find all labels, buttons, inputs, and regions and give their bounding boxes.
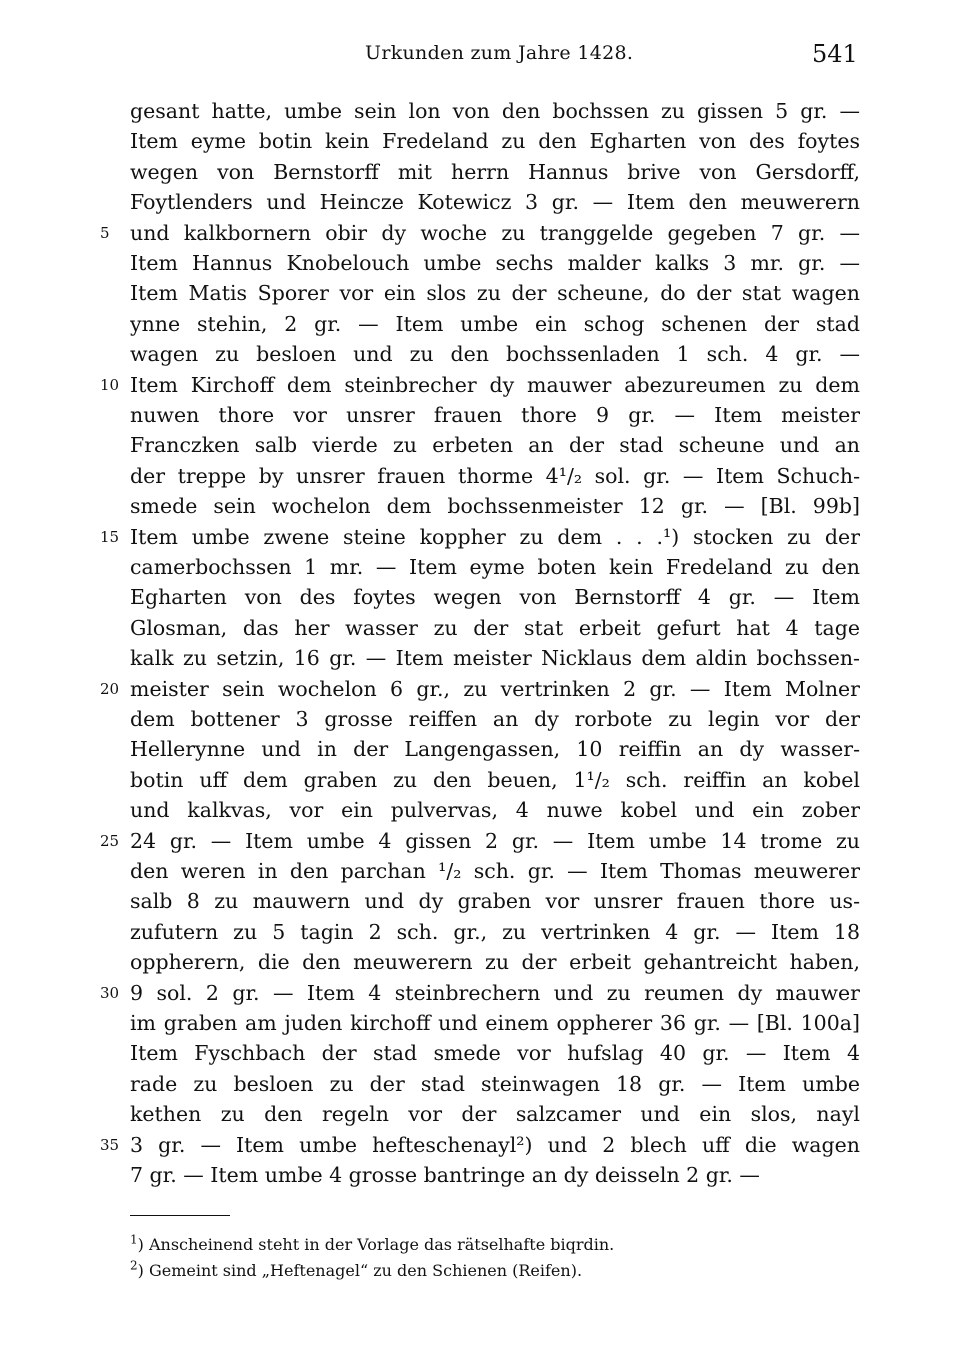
text-line: [0, 978, 960, 1008]
text-line: [0, 1130, 960, 1160]
line-text: kethen zu den regeln vor der salzcamer und ein slos, nayl: [130, 1102, 860, 1127]
line-number: 15: [100, 527, 120, 546]
line-text: der treppe by unsrer frauen thorme 4¹/₂ sol. gr. — Item Schuch-: [130, 463, 860, 488]
line-text: Glosman, das her wasser zu der stat erbeit gefurt hat 4 tage: [130, 615, 860, 640]
text-line: [0, 96, 960, 126]
text-line: [0, 400, 960, 430]
line-text: botin uff dem graben zu den beuen, 1¹/₂ sch. reiffin an kobel: [130, 767, 860, 792]
text-line: [0, 704, 960, 734]
line-number: 20: [100, 679, 120, 698]
text-line: [0, 126, 960, 156]
line-text: den weren in den parchan ¹/₂ sch. gr. — Item Thomas meuwerer: [130, 859, 860, 883]
footnote-divider: [130, 1215, 230, 1216]
text-line: [0, 1160, 960, 1190]
text-line: [0, 522, 960, 552]
text-line: [0, 582, 960, 612]
line-text: camerbochssen 1 mr. — Item eyme boten kein Fredeland zu den: [130, 555, 860, 579]
text-line: [0, 248, 960, 278]
line-number: 10: [100, 375, 120, 394]
text-line: [0, 765, 960, 795]
text-line: [0, 278, 960, 308]
text-line: [0, 947, 960, 977]
line-text: salb 8 zu mauwern und dy graben vor unsrer frauen thore us-: [130, 889, 860, 914]
line-number: 5: [100, 223, 110, 242]
line-text: smede sein wochelon dem bochssenmeister 12 gr. — [Bl. 99b]: [130, 494, 860, 519]
text-line: [0, 187, 960, 217]
line-text: Item Fyschbach der stad smede vor hufslag 40 gr. — Item 4: [130, 1041, 860, 1066]
text-line: [0, 1099, 960, 1129]
line-number: 30: [100, 983, 120, 1002]
line-text: Item Kirchoff dem steinbrecher dy mauwer abezureumen zu dem: [130, 372, 860, 397]
line-text: oppherern, die den meuwerern zu der erbeit gehantreicht haben,: [130, 950, 860, 975]
text-line: [0, 734, 960, 764]
footnote-mark: 2: [130, 1258, 138, 1273]
line-text: Item Matis Sporer vor ein slos zu der scheune, do der stat wagen: [130, 281, 860, 306]
line-text: im graben am juden kirchoff und einem oppherer 36 gr. — [Bl. 100a]: [130, 1011, 860, 1035]
line-text: Franczken salb vierde zu erbeten an der stad scheune und an: [130, 433, 860, 458]
text-line: [0, 886, 960, 916]
text-line: [0, 1008, 960, 1038]
text-line: [0, 491, 960, 521]
text-line: [0, 309, 960, 339]
line-text: meister sein wochelon 6 gr., zu vertrinken 2 gr. — Item Molner: [130, 676, 860, 701]
footnote-mark: 1: [130, 1232, 138, 1247]
text-line: [0, 370, 960, 400]
line-text: nuwen thore vor unsrer frauen thore 9 gr. — Item meister: [130, 403, 860, 427]
line-text: zufutern zu 5 tagin 2 sch. gr., zu vertrinken 4 gr. — Item 18: [130, 919, 860, 944]
footnote-text: ) Anscheinend steht in der Vorlage das rätselhafte biqrdin.: [137, 1235, 615, 1254]
line-text: ynne stehin, 2 gr. — Item umbe ein schog schenen der stad: [130, 311, 860, 336]
line-text: 24 gr. — Item umbe 4 gissen 2 gr. — Item umbe 14 trome zu: [130, 828, 860, 853]
text-line: [0, 917, 960, 947]
text-line: [0, 552, 960, 582]
text-line: [0, 795, 960, 825]
text-line: [0, 643, 960, 673]
page-number: 541: [812, 40, 858, 68]
line-text: rade zu besloen zu der stad steinwagen 18 gr. — Item umbe: [130, 1071, 860, 1096]
line-text: dem bottener 3 grosse reiffen an dy rorbote zu legin vor der: [130, 707, 860, 731]
line-number: 25: [100, 831, 120, 850]
line-text: kalk zu setzin, 16 gr. — Item meister Nicklaus dem aldin bochssen-: [130, 646, 860, 671]
line-text: 7 gr. — Item umbe 4 grosse bantringe an dy deisseln 2 gr. —: [130, 1163, 760, 1187]
line-text: Egharten von des foytes wegen von Bernstorff 4 gr. — Item: [130, 585, 860, 610]
text-line: [0, 218, 960, 248]
text-line: [0, 339, 960, 369]
running-title: Urkunden zum Jahre 1428.: [365, 42, 634, 64]
footnote-text: ) Gemeint sind „Heftenagel“ zu den Schienen (Reifen).: [137, 1261, 583, 1280]
text-line: [0, 157, 960, 187]
text-line: [0, 674, 960, 704]
line-text: 3 gr. — Item umbe hefteschenayl²) und 2 blech uff die wagen: [130, 1132, 860, 1157]
text-line: [0, 461, 960, 491]
line-text: gesant hatte, umbe sein lon von den bochssen zu gissen 5 gr. —: [130, 99, 860, 123]
line-number: 35: [100, 1135, 120, 1154]
text-line: [0, 826, 960, 856]
line-text: Item eyme botin kein Fredeland zu den Egharten von des foytes: [130, 129, 860, 154]
line-text: und kalkbornern obir dy woche zu tranggelde gegeben 7 gr. —: [130, 220, 860, 245]
line-text: und kalkvas, vor ein pulvervas, 4 nuwe kobel und ein zober: [130, 798, 860, 823]
line-text: 9 sol. 2 gr. — Item 4 steinbrechern und zu reumen dy mauwer: [130, 980, 860, 1005]
text-line: [0, 856, 960, 886]
footnote: [130, 1258, 850, 1284]
line-text: Foytlenders und Heincze Kotewicz 3 gr. — Item den meuwerern: [130, 190, 860, 215]
line-text: Hellerynne und in der Langengassen, 10 reiffin an dy wasser-: [130, 737, 860, 762]
line-text: wegen von Bernstorff mit herrn Hannus brive von Gersdorff,: [130, 159, 860, 184]
line-text: wagen zu besloen und zu den bochssenladen 1 sch. 4 gr. —: [130, 342, 860, 367]
text-line: [0, 1069, 960, 1099]
footnotes: [130, 1232, 850, 1284]
footnote: [130, 1232, 850, 1258]
text-line: [0, 430, 960, 460]
line-text: Item umbe zwene steine koppher zu dem . . .¹) stocken zu der: [130, 524, 860, 549]
text-line: [0, 1038, 960, 1068]
text-line: [0, 613, 960, 643]
line-text: Item Hannus Knobelouch umbe sechs malder kalks 3 mr. gr. —: [130, 251, 860, 275]
